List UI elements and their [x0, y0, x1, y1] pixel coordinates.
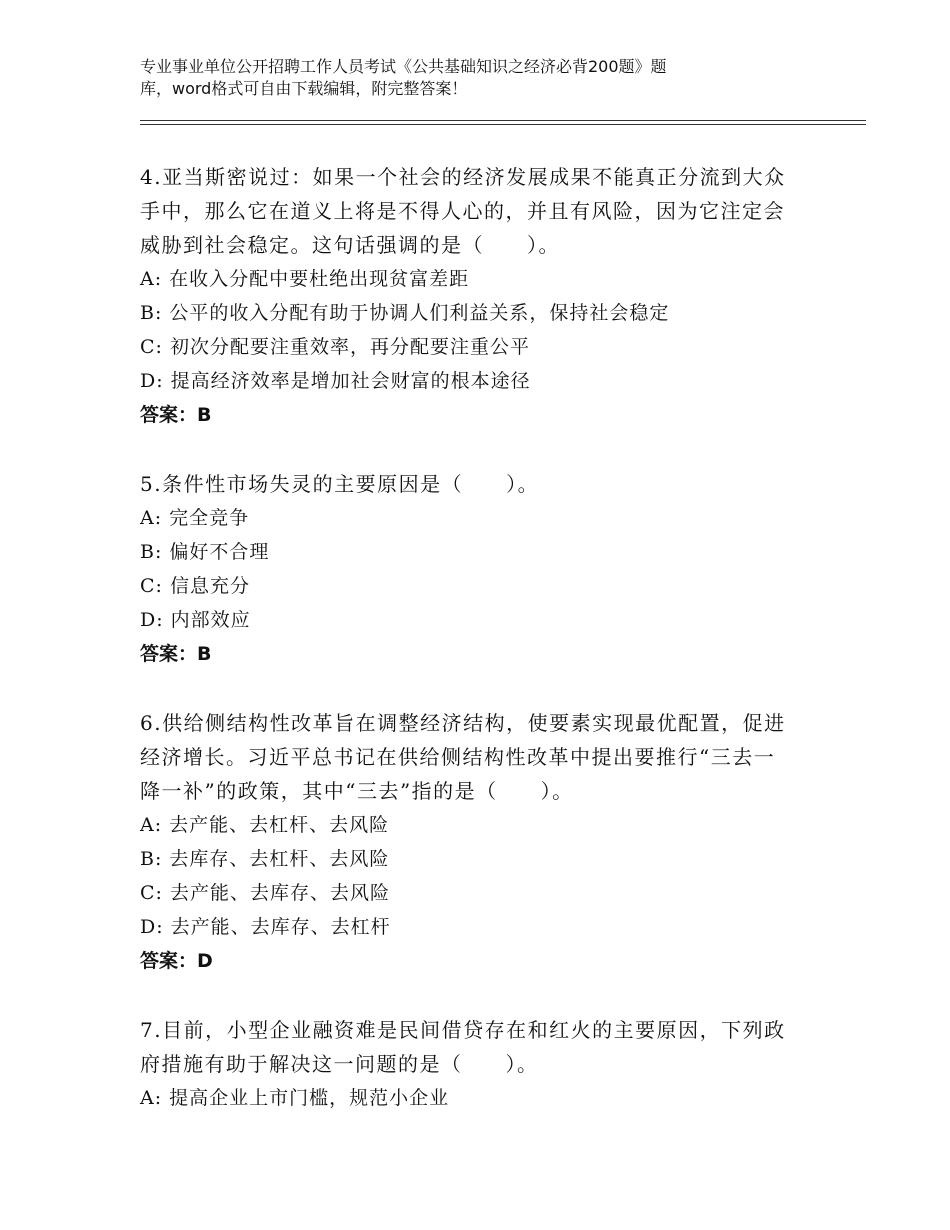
question-6 [140, 706, 800, 978]
document-header [140, 56, 780, 100]
answer-label: 答案：B [140, 643, 212, 665]
question-5 [140, 467, 800, 671]
option-a: A: 在收入分配中要杜绝出现贫富差距 [140, 268, 470, 290]
question-stem-line: 府措施有助于解决这一问题的是（ ）。 [140, 1052, 539, 1076]
question-stem-line: 经济增长。习近平总书记在供给侧结构性改革中提出要推行“三去一 [140, 745, 776, 769]
header-rule-bottom [140, 124, 866, 125]
question-stem-line: 6.供给侧结构性改革旨在调整经济结构，使要素实现最优配置，促进 [140, 711, 786, 735]
option-b: B: 公平的收入分配有助于协调人们利益关系，保持社会稳定 [140, 302, 670, 324]
question-stem-line: 4.亚当斯密说过：如果一个社会的经济发展成果不能真正分流到大众 [140, 165, 786, 189]
answer-label: 答案：B [140, 404, 212, 426]
option-c: C: 初次分配要注重效率，再分配要注重公平 [140, 336, 530, 358]
option-c: C: 去产能、去库存、去风险 [140, 882, 390, 904]
question-stem-line: 威胁到社会稳定。这句话强调的是（ ）。 [140, 233, 560, 257]
answer-label: 答案：D [140, 950, 213, 972]
question-stem-line: 7.目前，小型企业融资难是民间借贷存在和红火的主要原因，下列政 [140, 1018, 786, 1042]
header-line-2: 库，word格式可自由下载编辑，附完整答案！ [140, 79, 468, 98]
option-b: B: 偏好不合理 [140, 541, 270, 563]
option-d: D: 去产能、去库存、去杠杆 [140, 916, 391, 938]
question-4 [140, 160, 800, 432]
question-stem-line: 降一补”的政策，其中“三去”指的是（ ）。 [140, 779, 574, 803]
option-a: A: 去产能、去杠杆、去风险 [140, 814, 390, 836]
question-stem-line: 5.条件性市场失灵的主要原因是（ ）。 [140, 472, 540, 496]
option-d: D: 内部效应 [140, 609, 251, 631]
option-c: C: 信息充分 [140, 575, 250, 597]
header-line-1: 专业事业单位公开招聘工作人员考试《公共基础知识之经济必背200题》题 [140, 57, 667, 76]
option-b: B: 去库存、去杠杆、去风险 [140, 848, 390, 870]
header-rule-top [140, 120, 866, 121]
option-d: D: 提高经济效率是增加社会财富的根本途径 [140, 370, 531, 392]
question-stem-line: 手中，那么它在道义上将是不得人心的，并且有风险，因为它注定会 [140, 199, 785, 223]
option-a: A: 提高企业上市门槛，规范小企业 [140, 1087, 450, 1109]
question-7 [140, 1013, 800, 1115]
option-a: A: 完全竞争 [140, 507, 250, 529]
